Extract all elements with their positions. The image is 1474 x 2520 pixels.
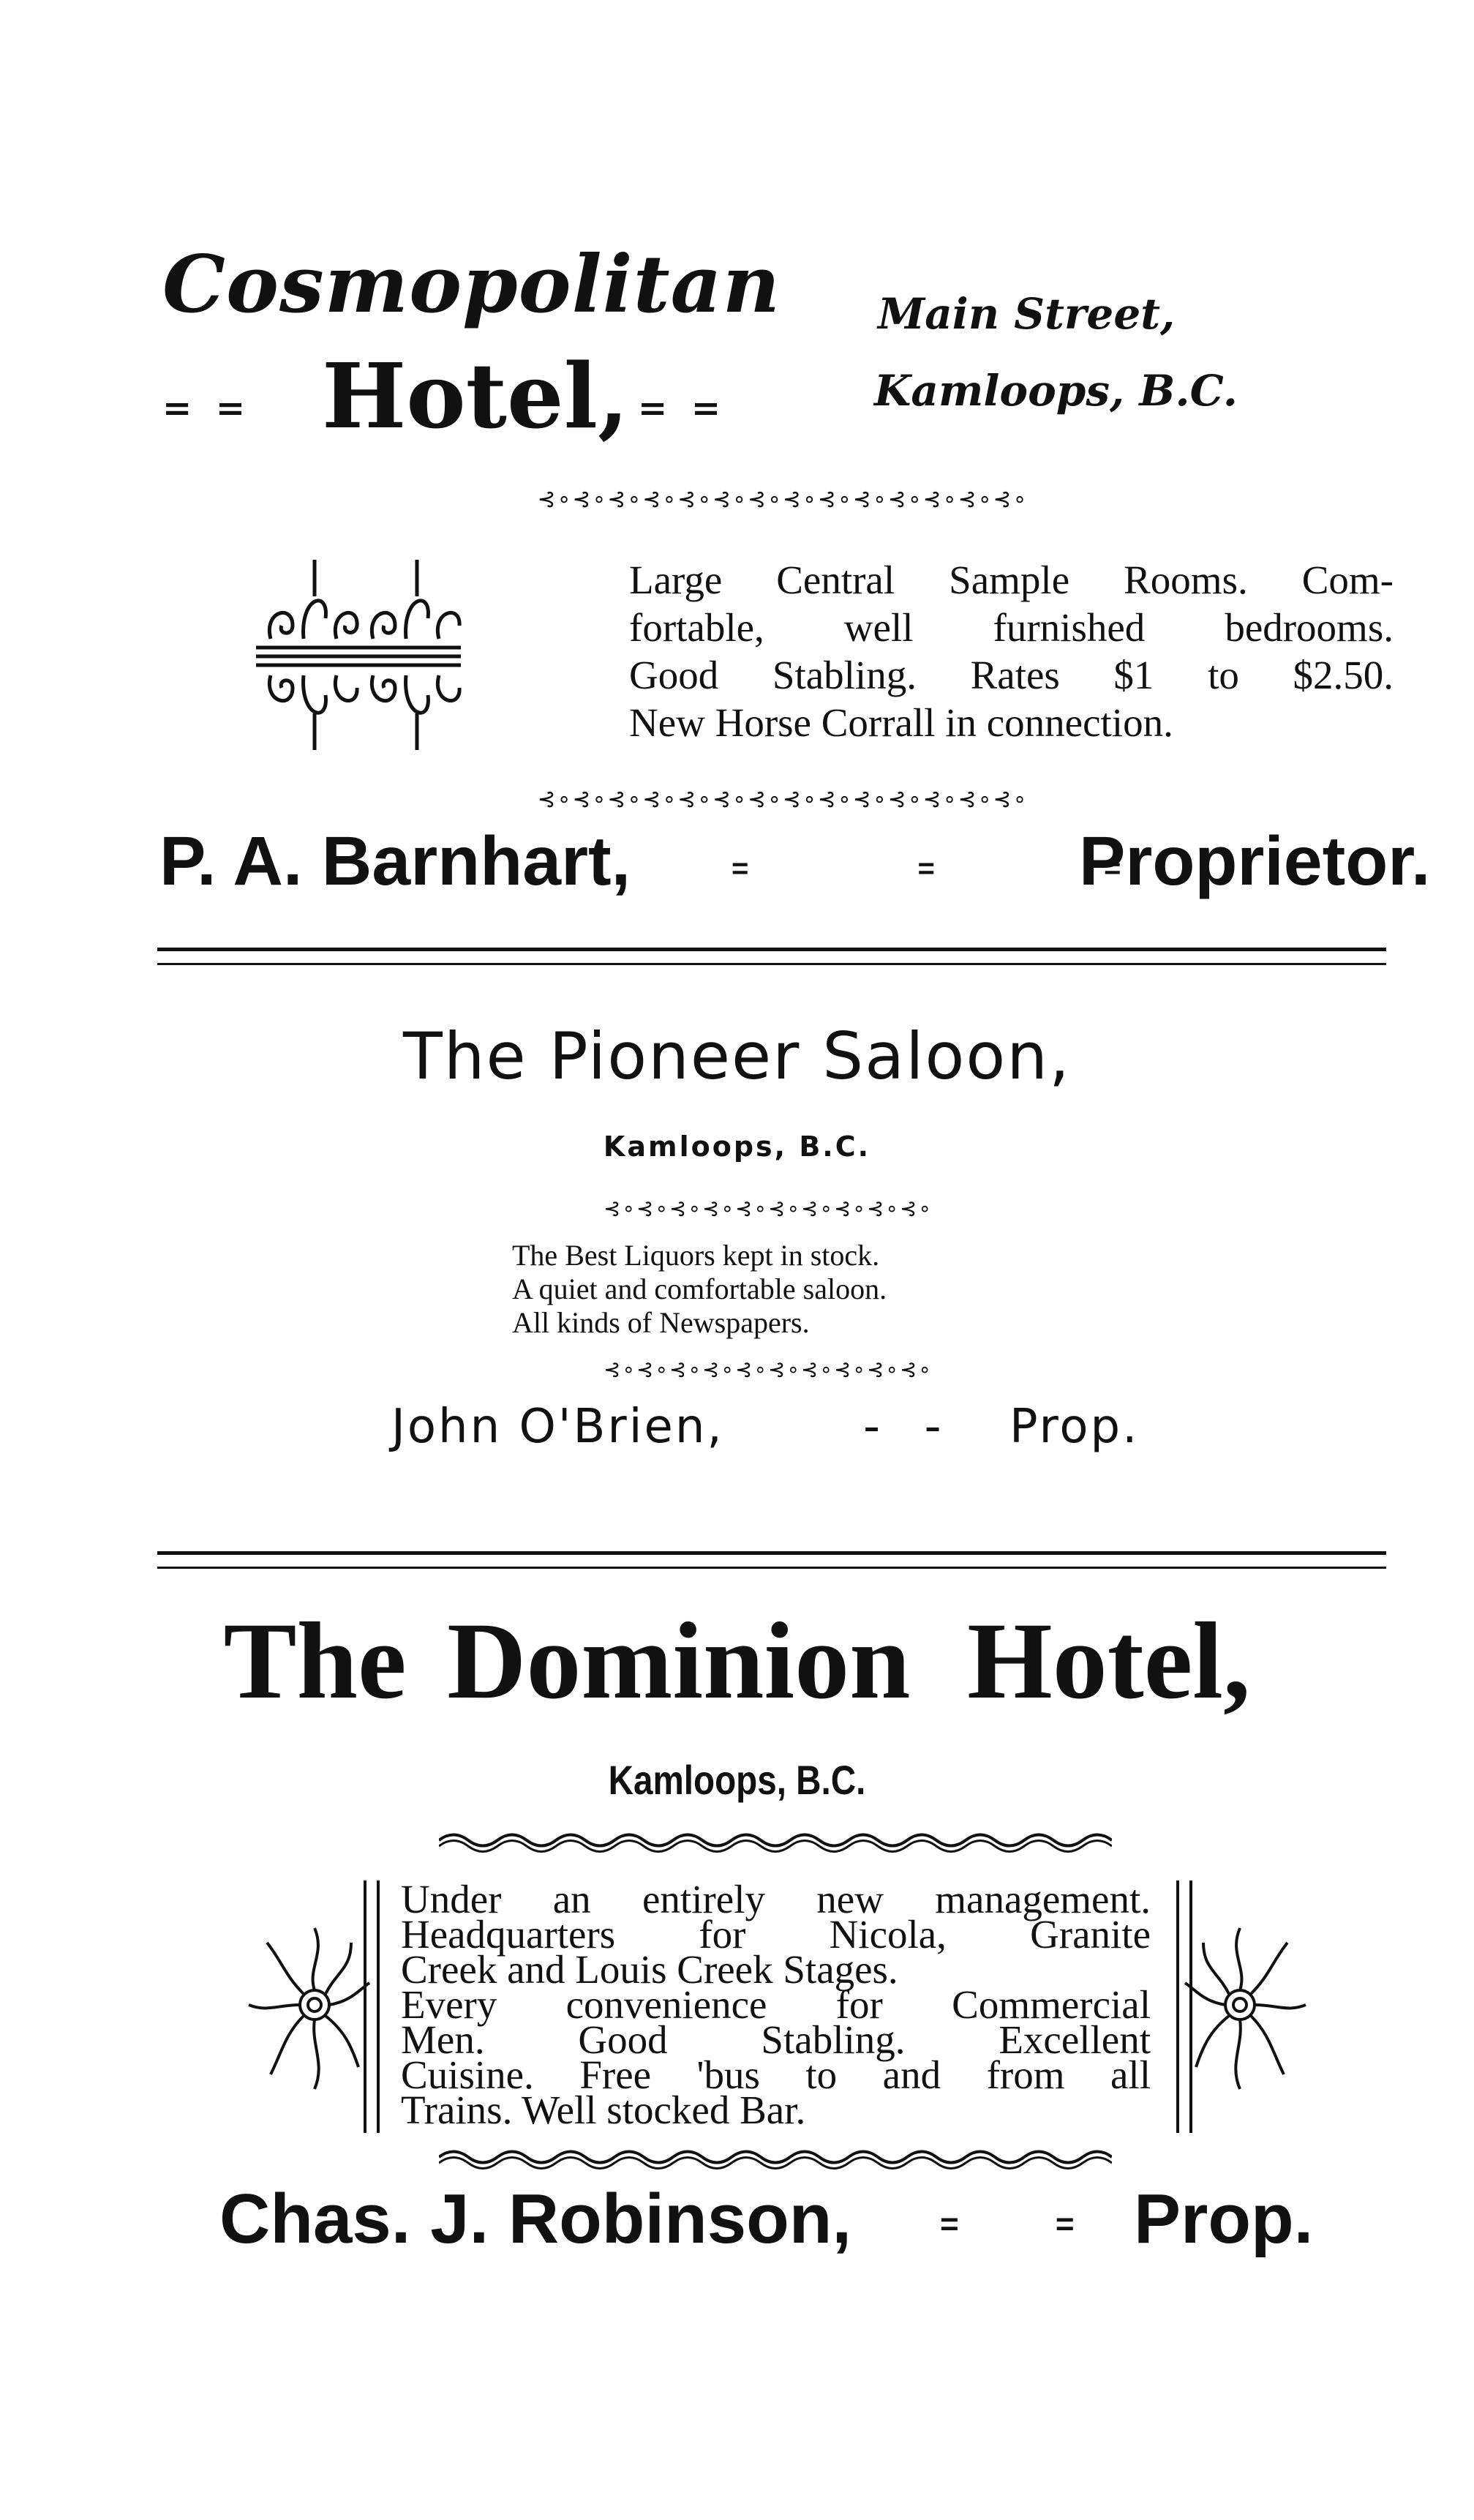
dominion-wavy-rule-top: [439, 1826, 1112, 1855]
dominion-title-dominion: Dominion: [447, 1600, 911, 1722]
pioneer-title: The Pioneer Saloon,: [403, 1019, 1071, 1094]
cosmopolitan-proprietor-title: Proprietor.: [1079, 822, 1431, 900]
cosmopolitan-hotel-word: Hotel,: [322, 343, 629, 449]
sunburst-icon: [241, 1910, 373, 2100]
section-divider: [157, 1551, 1386, 1569]
cosmopolitan-address-line1: Main Street,: [878, 289, 1176, 339]
cosmopolitan-desc-line: Good Stabling. Rates $1 to $2.50.: [629, 653, 1394, 697]
cosmopolitan-description: [629, 556, 1394, 746]
cosmopolitan-desc-line: New Horse Corrall in connection.: [629, 700, 1173, 745]
pioneer-location: Kamloops, B.C.: [603, 1130, 871, 1163]
dominion-desc-border-left: [364, 1880, 380, 2133]
dominion-title-the: The: [223, 1600, 407, 1722]
dominion-desc-line: Trains. Well stocked Bar.: [401, 2088, 806, 2132]
pioneer-description: [512, 1239, 1039, 1340]
cosmopolitan-address-line2: Kamloops, B.C.: [874, 366, 1238, 416]
pioneer-desc-line: The Best Liquors kept in stock.: [512, 1239, 880, 1272]
pioneer-ornament-top: ⊰∘⊰∘⊰∘⊰∘⊰∘⊰∘⊰∘⊰∘⊰∘⊰∘: [603, 1196, 933, 1220]
dominion-desc-line: Men. Good Stabling. Excellent: [401, 2017, 1151, 2062]
cosmopolitan-proprietor-dashes: = = =: [732, 852, 1202, 885]
cosmopolitan-ornament-bottom: ⊰∘⊰∘⊰∘⊰∘⊰∘⊰∘⊰∘⊰∘⊰∘⊰∘⊰∘⊰∘⊰∘⊰∘: [537, 787, 1029, 812]
dominion-desc-line: Creek and Louis Creek Stages.: [401, 1947, 898, 1992]
dominion-desc-line: Under an entirely new management.: [401, 1877, 1151, 1921]
pioneer-ornament-bottom: ⊰∘⊰∘⊰∘⊰∘⊰∘⊰∘⊰∘⊰∘⊰∘⊰∘: [603, 1357, 933, 1381]
cosmopolitan-desc-line: fortable, well furnished bedrooms.: [629, 605, 1394, 650]
dominion-proprietor-name: Chas. J. Robinson,: [219, 2180, 852, 2258]
dominion-title-hotel: Hotel,: [967, 1600, 1251, 1722]
cosmopolitan-proprietor-name: P. A. Barnhart,: [159, 822, 631, 900]
dominion-proprietor-dashes: = =: [940, 2206, 1118, 2242]
dominion-desc-line: Headquarters for Nicola, Granite: [401, 1912, 1151, 1957]
dominion-desc-line: Every convenience for Commercial: [401, 1982, 1151, 2027]
cosmopolitan-dashes-left: = =: [162, 388, 252, 429]
cosmopolitan-dashes-right: = =: [638, 388, 727, 429]
cosmopolitan-desc-line: Large Central Sample Rooms. Com-: [629, 558, 1394, 602]
cosmopolitan-ornament-top: ⊰∘⊰∘⊰∘⊰∘⊰∘⊰∘⊰∘⊰∘⊰∘⊰∘⊰∘⊰∘⊰∘⊰∘: [537, 487, 1029, 512]
pioneer-desc-line: All kinds of Newspapers.: [512, 1306, 810, 1339]
pioneer-proprietor-dashes: - -: [863, 1400, 956, 1454]
dominion-proprietor-title: Prop.: [1134, 2180, 1314, 2258]
dominion-wavy-rule-bottom: [439, 2144, 1112, 2173]
dominion-location: Kamloops, B.C.: [608, 1757, 866, 1803]
sunburst-icon: [1181, 1910, 1313, 2100]
cosmopolitan-title: Cosmopolitan: [162, 239, 781, 331]
dominion-title: [0, 1600, 1474, 1722]
pioneer-proprietor-title: Prop.: [1009, 1400, 1140, 1454]
dominion-description: [401, 1877, 1151, 2132]
cosmopolitan-emblem-icon: [249, 552, 468, 757]
pioneer-proprietor-name: John O'Brien,: [391, 1400, 724, 1454]
section-divider: [157, 948, 1386, 965]
pioneer-desc-line: A quiet and comfortable saloon.: [512, 1272, 887, 1305]
dominion-desc-line: Cuisine. Free 'bus to and from all: [401, 2052, 1151, 2097]
